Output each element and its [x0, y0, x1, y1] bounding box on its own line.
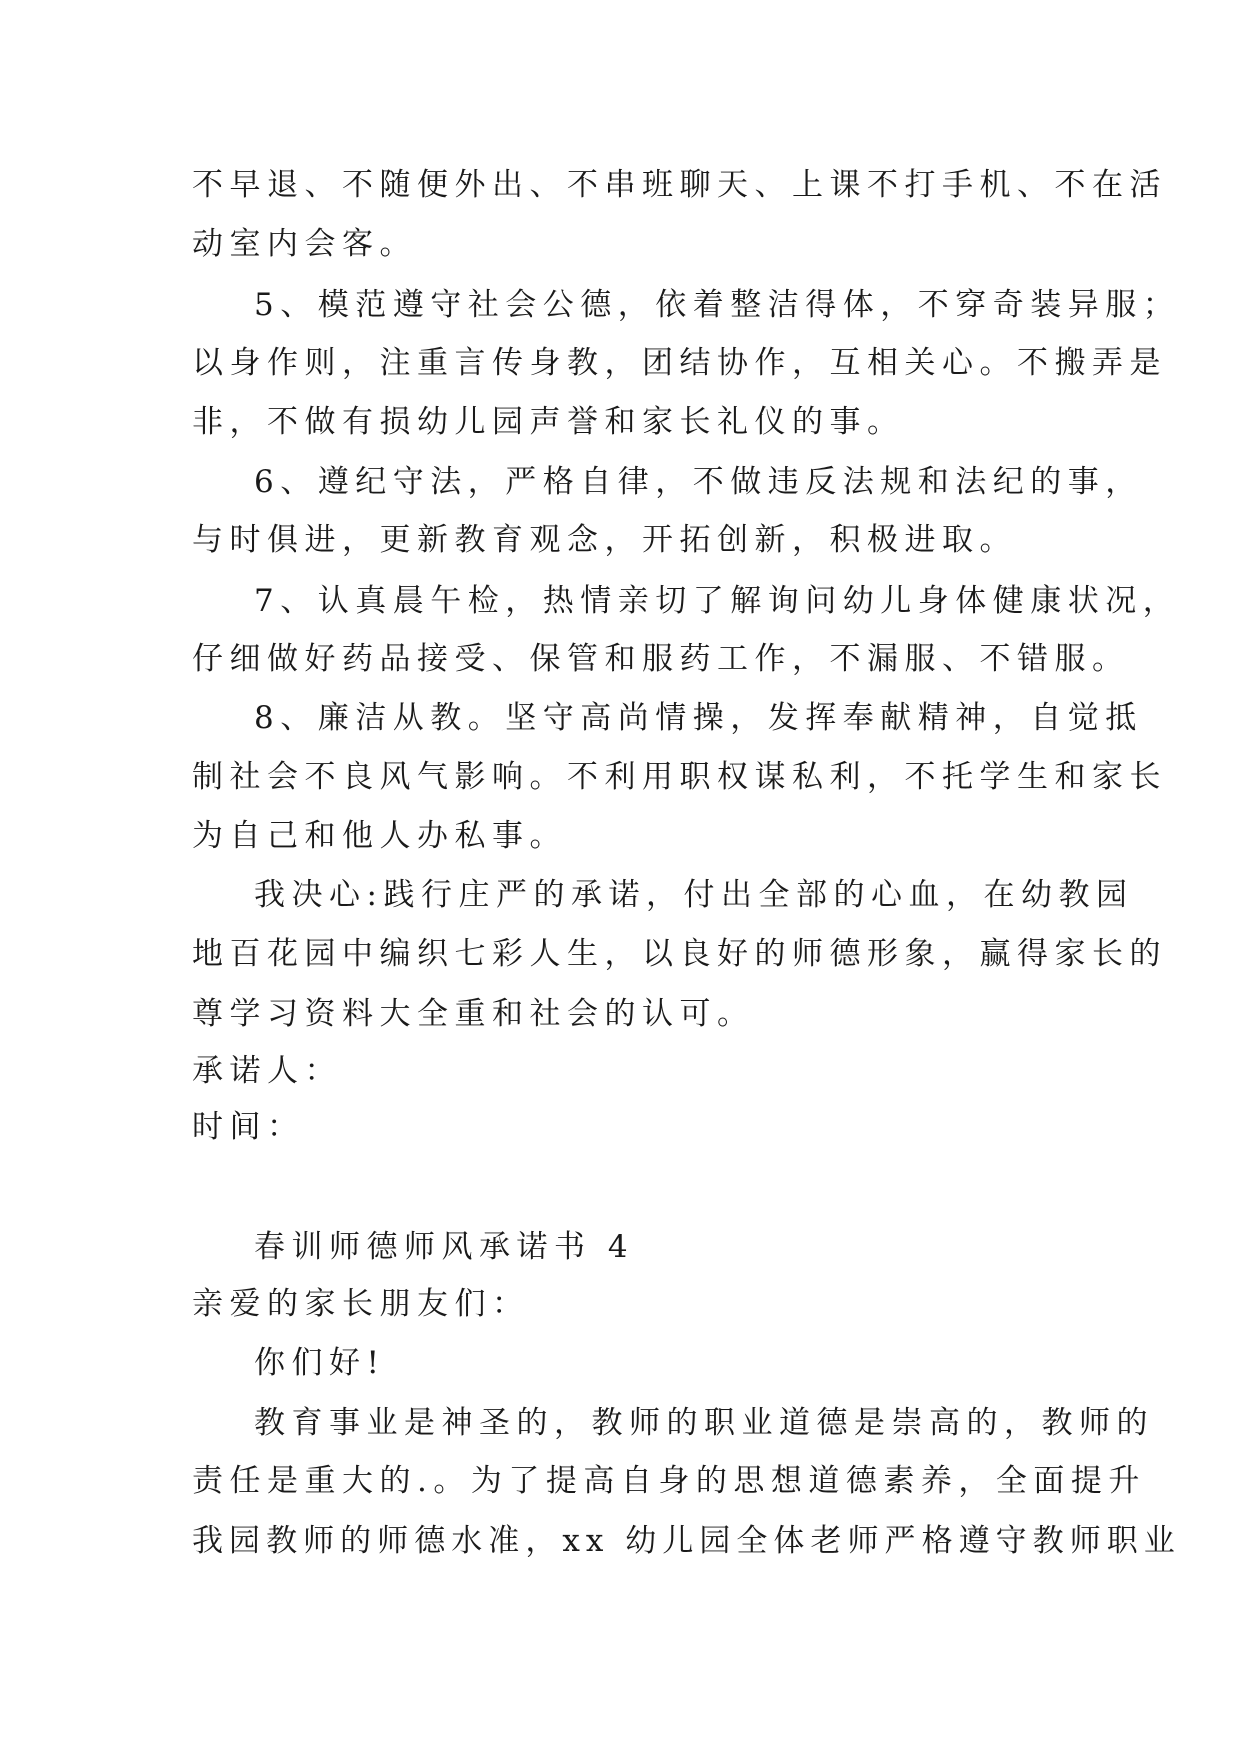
resolution-line: 我决心:践行庄严的承诺，付出全部的心血，在幼教园: [254, 877, 1134, 913]
clause-8-line: 8、廉洁从教。坚守高尚情操，发挥奉献精神，自觉抵: [254, 700, 1143, 736]
body-text-line: 非，不做有损幼儿园声誉和家长礼仪的事。: [192, 404, 905, 440]
body-text-line: 动室内会客。: [192, 226, 417, 262]
greeting: 你们好!: [254, 1345, 386, 1381]
clause-7-line: 7、认真晨午检，热情亲切了解询问幼儿身体健康状况，: [254, 583, 1181, 619]
body-text-line: 责任是重大的.。为了提高自身的思想道德素养，全面提升: [192, 1463, 1146, 1499]
body-text-line: 制社会不良风气影响。不利用职权谋私利，不托学生和家长: [192, 759, 1167, 795]
body-text-line: 尊学习资料大全重和社会的认可。: [192, 996, 755, 1032]
section-title: 春训师德师风承诺书 4: [254, 1229, 635, 1265]
clause-6-line: 6、遵纪守法，严格自律，不做违反法规和法纪的事，: [254, 464, 1143, 500]
date-label: 时间：: [192, 1109, 305, 1145]
body-text-line: 教育事业是神圣的，教师的职业道德是崇高的，教师的: [254, 1405, 1154, 1441]
body-text-line: 仔细做好药品接受、保管和服药工作，不漏服、不错服。: [192, 641, 1130, 677]
body-text-line: 不早退、不随便外出、不串班聊天、上课不打手机、不在活: [192, 167, 1167, 203]
body-text-line: 地百花园中编织七彩人生，以良好的师德形象，赢得家长的: [192, 936, 1167, 972]
body-text-line: 为自己和他人办私事。: [192, 818, 567, 854]
salutation: 亲爱的家长朋友们：: [192, 1286, 530, 1322]
body-text-line: 我园教师的师德水准，xx 幼儿园全体老师严格遵守教师职业: [192, 1523, 1181, 1559]
promisor-label: 承诺人：: [192, 1053, 342, 1089]
clause-5-line: 5、模范遵守社会公德，依着整洁得体，不穿奇装异服；: [254, 287, 1181, 323]
body-text-line: 与时俱进，更新教育观念，开拓创新，积极进取。: [192, 522, 1017, 558]
body-text-line: 以身作则，注重言传身教，团结协作，互相关心。不搬弄是: [192, 345, 1167, 381]
